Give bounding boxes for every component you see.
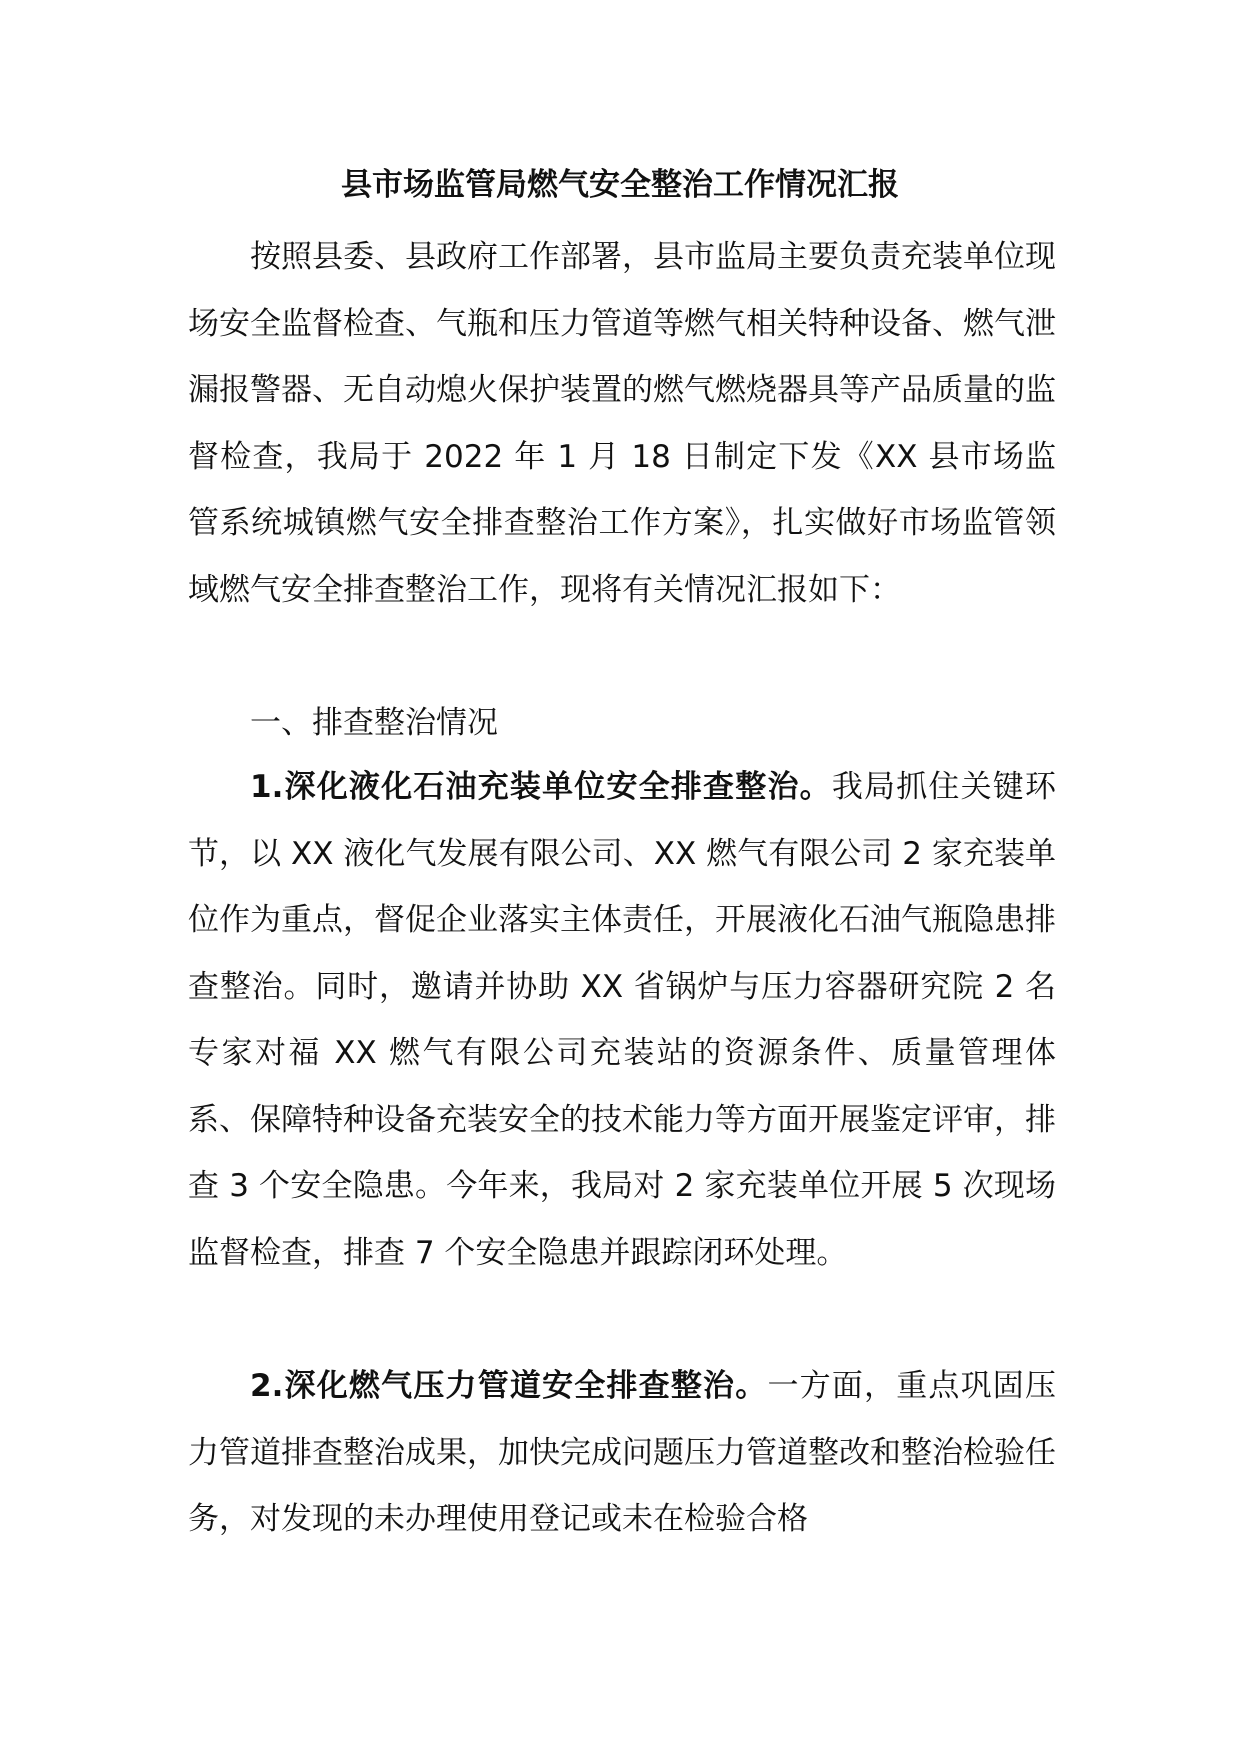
item-1-text: 我局抓住关键环节，以 XX 液化气发展有限公司、XX 燃气有限公司 2 家充装单位作为重点，督促企业落实主体责任，开展液化石油气瓶隐患排查整治。同时，邀请并协助 XX 省锅炉与压力容器研究院 2 名专家对福 XX 燃气有限公司充装站的资源条件、质量管理体系、保障特种设备充装安全的技术能力等方面开展鉴定评审，排查 3 个安全隐患。今年来，我局对 2 家充装单位开展 5 次现场监督检查，排查 7 个安全隐患并跟踪闭环处理。 [188, 769, 1056, 1271]
item-1-heading: 1.深化液化石油充装单位安全排查整治。 [250, 769, 832, 805]
item-2-heading: 2.深化燃气压力管道安全排查整治。 [250, 1368, 768, 1404]
item-2-text: 一方面，重点巩固压力管道排查整治成果，加快完成问题压力管道整改和整治检验任务，对发现的未办理使用登记或未在检验合格 [188, 1368, 1056, 1537]
item-2-paragraph [188, 1353, 1056, 1553]
document-title: 县市场监管局燃气安全整治工作情况汇报 [341, 167, 899, 203]
section-heading: 一、排查整治情况 [250, 705, 498, 741]
intro-paragraph: 按照县委、县政府工作部署，县市监局主要负责充装单位现场安全监督检查、气瓶和压力管道等燃气相关特种设备、燃气泄漏报警器、无自动熄火保护装置的燃气燃烧器具等产品质量的监督检查，我局于 2022 年 1 月 18 日制定下发《XX 县市场监管系统城镇燃气安全排查整治工作方案》，扎实做好市场监管领域燃气安全排查整治工作，现将有关情况汇报如下： [188, 239, 1056, 608]
item-1-paragraph [188, 754, 1056, 1286]
